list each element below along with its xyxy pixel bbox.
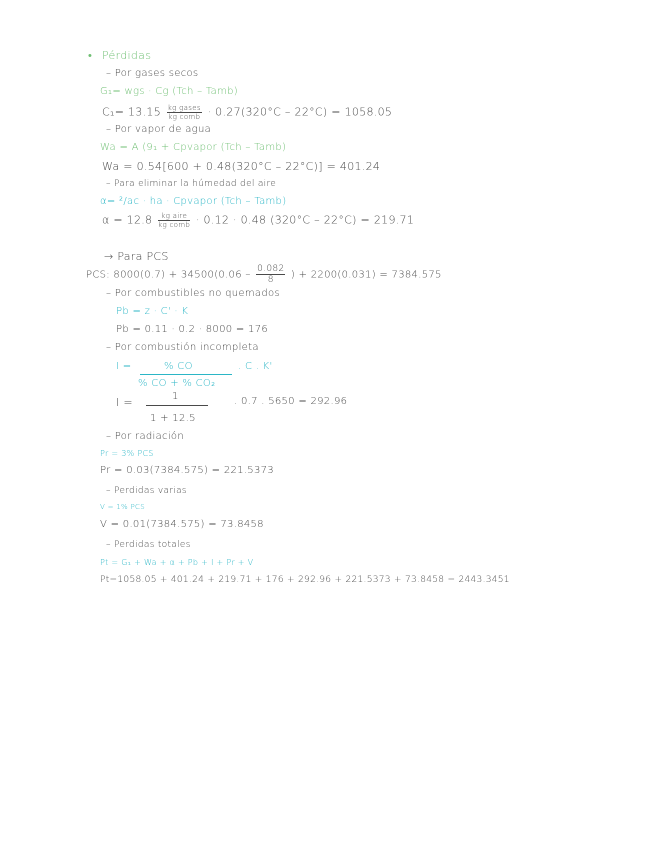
formula-i-definition-denominator: % CO + % CO₂ (138, 378, 216, 389)
formula-g1-definition: G₁= wgs · Cg (Tch – Tamb) (100, 86, 238, 97)
formula-i-calculation-denominator: 1 + 12.5 (150, 413, 196, 424)
pcs-calc-fraction-num: 0.082 (257, 264, 285, 274)
formula-i-definition-numerator: % CO (164, 361, 193, 372)
heading-para-pcs: → Para PCS (104, 250, 169, 263)
formula-pr-calculation: Pr = 0.03(7384.575) = 221.5373 (100, 465, 274, 476)
formula-i-calculation-numerator: 1 (172, 391, 179, 402)
formula-alpha-definition: α= ²/ac · ha · Cpvapor (Tch – Tamb) (100, 196, 287, 207)
section-title-perdidas: Pérdidas (102, 49, 152, 62)
subtitle-combustion-incompleta: – Por combustión incompleta (106, 342, 259, 353)
alpha-calc-rhs: · 0.12 · 0.48 (320°C – 22°C) = 219.71 (195, 213, 415, 227)
formula-pr-definition: Pr = 3% PCS (100, 449, 154, 458)
formula-i-definition-fraction-bar (140, 374, 232, 375)
g1-calc-fraction-den: kg comb (168, 113, 201, 121)
subtitle-vapor-agua: – Por vapor de agua (106, 124, 212, 135)
formula-pb-calculation: Pb = 0.11 · 0.2 · 8000 = 176 (116, 324, 269, 335)
g1-calc-rhs: · 0.27(320°C – 22°C) = 1058.05 (207, 105, 393, 119)
formula-i-definition-rhs: . C . K' (238, 361, 273, 372)
formula-alpha-calculation (102, 212, 414, 229)
subtitle-gases-secos: – Por gases secos (106, 68, 199, 79)
subtitle-radiacion: – Por radiación (106, 431, 184, 442)
formula-wa-calculation: Wa = 0.54[600 + 0.48(320°C – 22°C)] = 401.24 (102, 160, 381, 173)
g1-calc-fraction (167, 104, 202, 121)
alpha-calc-fraction-num: kg aire (158, 212, 190, 221)
formula-g1-calculation (102, 104, 392, 121)
formula-wa-definition: Wa = A (9₁ + Cpvapor (Tch – Tamb) (100, 142, 287, 153)
pcs-calc-lhs: PCS: 8000(0.7) + 34500(0.06 – (86, 269, 251, 281)
pcs-calc-fraction (256, 264, 285, 285)
pcs-calc-rhs: ) + 2200(0.031) = 7384.575 (290, 269, 442, 281)
pcs-calc-fraction-den: 8 (267, 275, 274, 285)
formula-i-definition-lhs: I = (116, 361, 132, 372)
formula-v-calculation: V = 0.01(7384.575) = 73.8458 (100, 519, 264, 530)
subtitle-perdidas-varias: – Perdidas varias (106, 486, 187, 496)
subtitle-combustibles-no-quemados: – Por combustibles no quemados (106, 288, 280, 299)
alpha-calc-fraction (158, 212, 190, 229)
bullet: • (88, 49, 93, 62)
g1-calc-fraction-num: kg gases (167, 104, 201, 112)
alpha-calc-lhs: α = 12.8 (102, 213, 153, 227)
formula-i-calculation-rhs: . 0.7 . 5650 = 292.96 (234, 396, 348, 407)
formula-pt-definition: Pt = G₁ + Wa + α + Pb + I + Pr + V (100, 558, 254, 567)
formula-i-calculation-fraction-bar (146, 405, 208, 406)
alpha-calc-fraction-den: kg comb (158, 221, 191, 229)
subtitle-humedad-aire: – Para eliminar la húmedad del aire (106, 179, 277, 189)
formula-pcs-calculation (86, 264, 442, 285)
formula-pb-definition: Pb = z · C' · K (116, 306, 189, 317)
subtitle-perdidas-totales: – Perdidas totales (106, 540, 191, 550)
formula-v-definition: V = 1% PCS (100, 503, 145, 511)
g1-calc-lhs: C₁= 13.15 (102, 105, 161, 119)
formula-i-calculation-lhs: I = (116, 396, 133, 409)
formula-pt-calculation: Pt=1058.05 + 401.24 + 219.71 + 176 + 292.96 + 221.5373 + 73.8458 = 2443.3451 (100, 575, 510, 585)
